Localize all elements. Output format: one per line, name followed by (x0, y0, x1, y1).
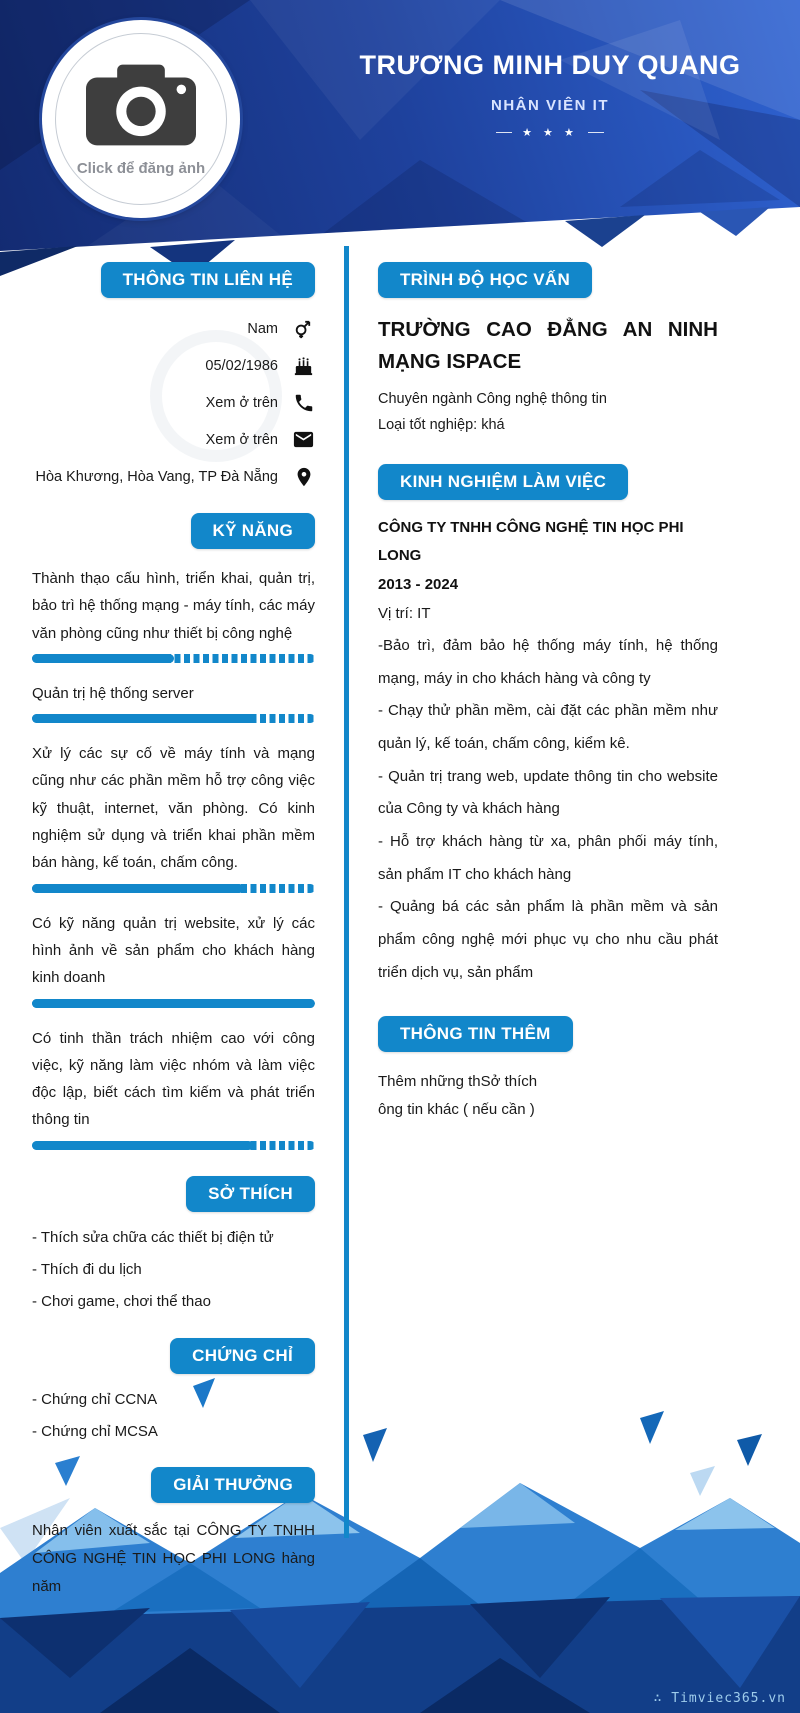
hobby-item: - Thích đi du lịch (32, 1261, 142, 1278)
hobby-item: - Chơi game, chơi thể thao (32, 1293, 211, 1311)
stars-text: ★ ★ ★ (522, 127, 578, 139)
left-column (32, 262, 315, 1600)
birthday-icon (292, 354, 315, 377)
candidate-title: NHÂN VIÊN IT (490, 97, 609, 114)
email-icon (292, 428, 315, 451)
education-block (378, 314, 718, 438)
section-header-contact: THÔNG TIN LIÊN HỆ (101, 262, 315, 298)
company-name: CÔNG TY TNHH CÔNG NGHỆ TIN HỌC PHI LONG (378, 518, 684, 565)
contact-value: Hòa Khương, Hòa Vang, TP Đà Nẵng (35, 468, 278, 485)
header-identity (330, 50, 770, 139)
photo-upload-label: Click để đăng ảnh (76, 160, 206, 177)
contact-value: Xem ở trên (205, 394, 278, 411)
photo-upload-button[interactable] (42, 20, 240, 218)
school-name: TRƯỜNG CAO ĐẲNG AN NINH MẠNG ISPACE (378, 318, 718, 373)
site-watermark: ∴ Timviec365.vn (653, 1691, 786, 1706)
section-header-hobbies: SỞ THÍCH (186, 1176, 315, 1212)
skill-progress-bar (32, 999, 315, 1008)
experience-duty: - Quảng bá các sản phẩm là phần mềm và sản phẩm công nghệ mới phục vụ cho nhu cầu phát triển dịch vụ, sản phẩm (378, 898, 718, 981)
camera-icon (82, 61, 200, 154)
additional-info-line: Thêm những thSở thích (378, 1072, 538, 1090)
skill-progress-bar (32, 714, 315, 723)
skill-progress-fill (32, 654, 174, 663)
section-header-education: TRÌNH ĐỘ HỌC VẤN (378, 262, 592, 298)
skill-text: Xử lý các sự cố về máy tính và mạng cũng như các phần mềm hỗ trợ công việc kỹ thuật, internet, văn phòng. Có kinh nghiệm sử dụng và triển khai phần mềm bán hàng, kế toán, chấm công. (32, 745, 315, 872)
skill-text: Có kỹ năng quản trị website, xử lý các hình ảnh về sản phẩm cho khách hàng kinh doanh (32, 914, 315, 987)
hobby-item: - Thích sửa chữa các thiết bị điện tử (32, 1228, 274, 1246)
experience-block (378, 514, 718, 990)
award-text: Nhân viên xuất sắc tại CÔNG TY TNHH CÔNG NGHỆ TIN HỌC PHI LONG hàng năm (32, 1522, 315, 1595)
candidate-name: TRƯƠNG MINH DUY QUANG (359, 50, 741, 80)
stars-decoration (330, 126, 770, 139)
experience-duty: - Chạy thử phần mềm, cài đặt các phần mềm như quản lý, kế toán, chấm công, kiểm kê. (378, 702, 718, 753)
section-header-awards: GIẢI THƯỞNG (151, 1467, 315, 1503)
skill-item (32, 740, 315, 892)
experience-duty: - Quản trị trang web, update thông tin cho website của Công ty và khách hàng (378, 767, 718, 818)
skill-progress-bar (32, 884, 315, 893)
section-header-additional: THÔNG TIN THÊM (378, 1016, 573, 1052)
education-grade: Loại tốt nghiệp: khá (378, 416, 505, 433)
skill-item (32, 910, 315, 1008)
location-icon (292, 466, 315, 488)
right-column (378, 262, 718, 1125)
skill-progress-fill (32, 999, 315, 1008)
skill-item (32, 565, 315, 663)
column-divider (344, 246, 349, 1538)
contact-row-birthday (32, 347, 315, 384)
skill-progress-fill (32, 1141, 253, 1150)
section-header-skills: KỸ NĂNG (191, 513, 316, 549)
skill-progress-bar (32, 1141, 315, 1150)
contact-value: Xem ở trên (205, 431, 278, 448)
skill-progress-bar (32, 654, 315, 663)
gender-icon (292, 317, 315, 340)
star-dash-left (496, 132, 512, 133)
star-dash-right (588, 132, 604, 133)
skill-text: Thành thạo cấu hình, triển khai, quản trị, bảo trì hệ thống mạng - máy tính, các máy văn phòng cũng như thiết bị công nghệ (32, 570, 315, 642)
education-major: Chuyên ngành Công nghệ thông tin (378, 390, 607, 407)
experience-duty: - Hỗ trợ khách hàng từ xa, phân phối máy tính, sản phẩm IT cho khách hàng (378, 833, 718, 883)
skill-progress-fill (32, 714, 256, 723)
contact-row-email (32, 421, 315, 458)
experience-period: 2013 - 2024 (378, 575, 459, 593)
experience-position: Vị trí: IT (378, 605, 431, 623)
contact-value: 05/02/1986 (205, 357, 278, 374)
skill-item (32, 680, 315, 723)
section-header-experience: KINH NGHIỆM LÀM VIỆC (378, 464, 628, 500)
phone-icon (292, 392, 315, 414)
hobbies-list (32, 1226, 315, 1314)
contact-value: Nam (247, 320, 278, 337)
experience-duty: -Bảo trì, đảm bảo hệ thống máy tính, hệ thống mạng, máy in cho khách hàng và công ty (378, 636, 718, 687)
photo-placeholder (55, 33, 227, 205)
skill-text: Quản trị hệ thống server (32, 684, 194, 702)
contact-list (32, 310, 315, 495)
skills-list (32, 565, 315, 1150)
skill-item (32, 1025, 315, 1150)
additional-info-block (378, 1068, 718, 1125)
skill-text: Có tinh thần trách nhiệm cao với công việc, kỹ năng làm việc nhóm và làm việc độc lập, biết cách tìm kiếm và phát triển thông tin (32, 1029, 315, 1129)
certificates-list (32, 1388, 315, 1444)
contact-row-gender (32, 310, 315, 347)
contact-row-phone (32, 384, 315, 421)
certificate-item: - Chứng chỉ MCSA (32, 1422, 158, 1440)
section-header-certificates: CHỨNG CHỈ (170, 1338, 315, 1374)
skill-progress-fill (32, 884, 244, 893)
certificate-item: - Chứng chỉ CCNA (32, 1390, 158, 1408)
additional-info-line: ông tin khác ( nếu cần ) (378, 1101, 535, 1119)
contact-row-address (32, 458, 315, 495)
